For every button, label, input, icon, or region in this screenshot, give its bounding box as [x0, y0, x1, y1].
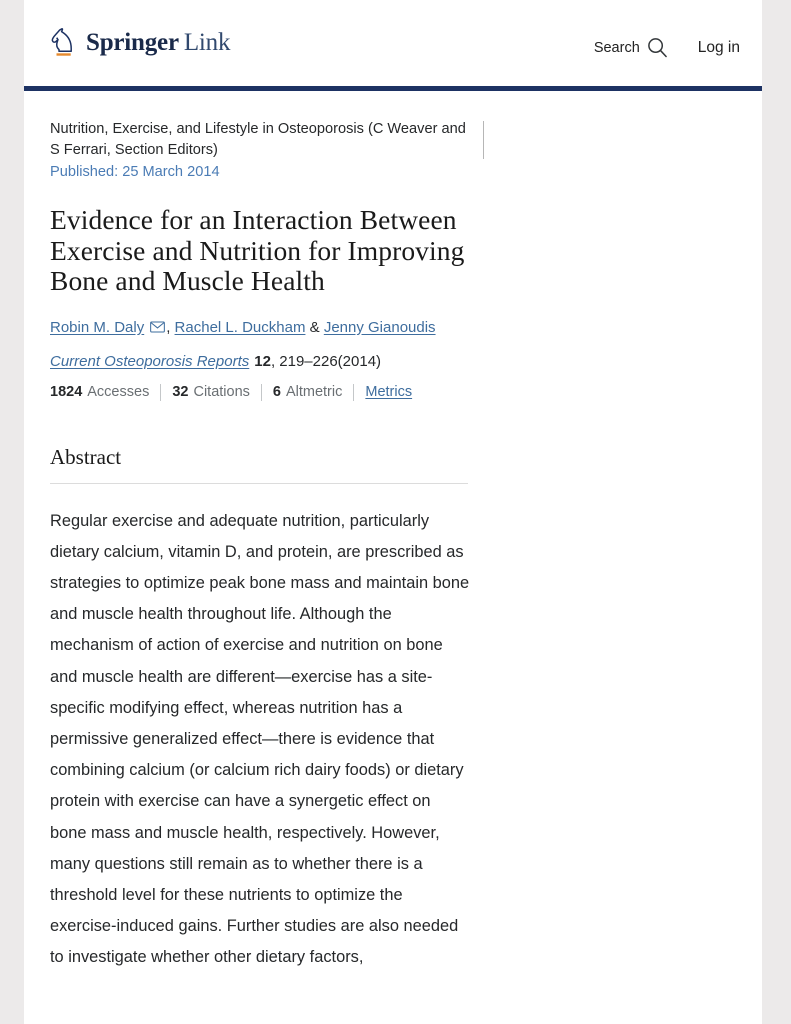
search-icon — [647, 37, 668, 58]
journal-title-link[interactable]: Current Osteoporosis Reports — [50, 352, 250, 370]
journal-volume: 12 — [254, 352, 271, 370]
page-title: Evidence for an Interaction Between Exercise and Nutrition for Improving Bone and Muscle Health — [50, 204, 465, 296]
page-container — [24, 0, 762, 1024]
metrics-separator-3 — [353, 384, 354, 401]
abstract-heading: Abstract — [50, 444, 122, 469]
site-header — [24, 0, 762, 86]
author-separator-1: , — [166, 318, 171, 336]
author-separator-2: & — [309, 318, 320, 336]
journal-pages-year: , 219–226(2014) — [270, 352, 382, 370]
altmetric-label: Altmetric — [285, 384, 343, 400]
author-link-2[interactable]: Rachel L. Duckham — [174, 318, 306, 336]
envelope-icon[interactable] — [150, 321, 165, 333]
metrics-separator-2 — [261, 384, 262, 401]
springerlink-logo[interactable] — [50, 28, 230, 58]
abstract-text: Regular exercise and adequate nutrition, particularly dietary calcium, vitamin D, and protein, are prescribed as strategies to optimize peak bone mass and maintain bone and muscle health throughout life. Although the mechanism of action of exercise and nutrition on bone and muscle health are different—exercise has a site-specific modifying effect, whereas nutrition has a permissive generalized effect—there is evidence that combining calcium (or calcium rich dairy foods) or dietary protein with exercise can have a synergetic effect on bone mass and muscle health, respectively. However, many questions still remain as to whether there is a threshold level for these nutrients to optimize the exercise-induced gains. Further studies are also needed to investigate whether other dietary factors, — [50, 511, 470, 967]
collection-block — [50, 119, 470, 183]
search-label: Search — [593, 39, 640, 56]
author-link-3[interactable]: Jenny Gianoudis — [323, 318, 436, 336]
published-date[interactable]: Published: 25 March 2014 — [50, 164, 220, 180]
brand-wordmark — [86, 29, 230, 57]
brand-link: Link — [183, 29, 231, 56]
citations-count: 32 — [172, 384, 189, 400]
login-link[interactable]: Log in — [697, 38, 740, 56]
citations-label: Citations — [193, 384, 250, 400]
search-button[interactable] — [594, 37, 668, 58]
abstract-divider — [50, 483, 468, 484]
collection-title: Nutrition, Exercise, and Lifestyle in Osteoporosis (C Weaver and S Ferrari, Section Editors) — [50, 121, 466, 158]
author-link-1[interactable]: Robin M. Daly — [50, 318, 145, 336]
article-header — [24, 91, 762, 974]
metrics-link[interactable]: Metrics — [365, 384, 413, 400]
chess-knight-icon — [50, 28, 77, 58]
accesses-label: Accesses — [87, 384, 150, 400]
header-actions — [594, 37, 740, 58]
altmetric-count: 6 — [272, 384, 281, 400]
vertical-divider — [483, 121, 484, 159]
author-list — [50, 319, 736, 336]
metrics-separator-1 — [160, 384, 161, 401]
metrics-bar — [50, 384, 736, 401]
journal-citation — [50, 353, 736, 370]
brand-springer: Springer — [86, 29, 179, 56]
accesses-count: 1824 — [50, 384, 83, 400]
